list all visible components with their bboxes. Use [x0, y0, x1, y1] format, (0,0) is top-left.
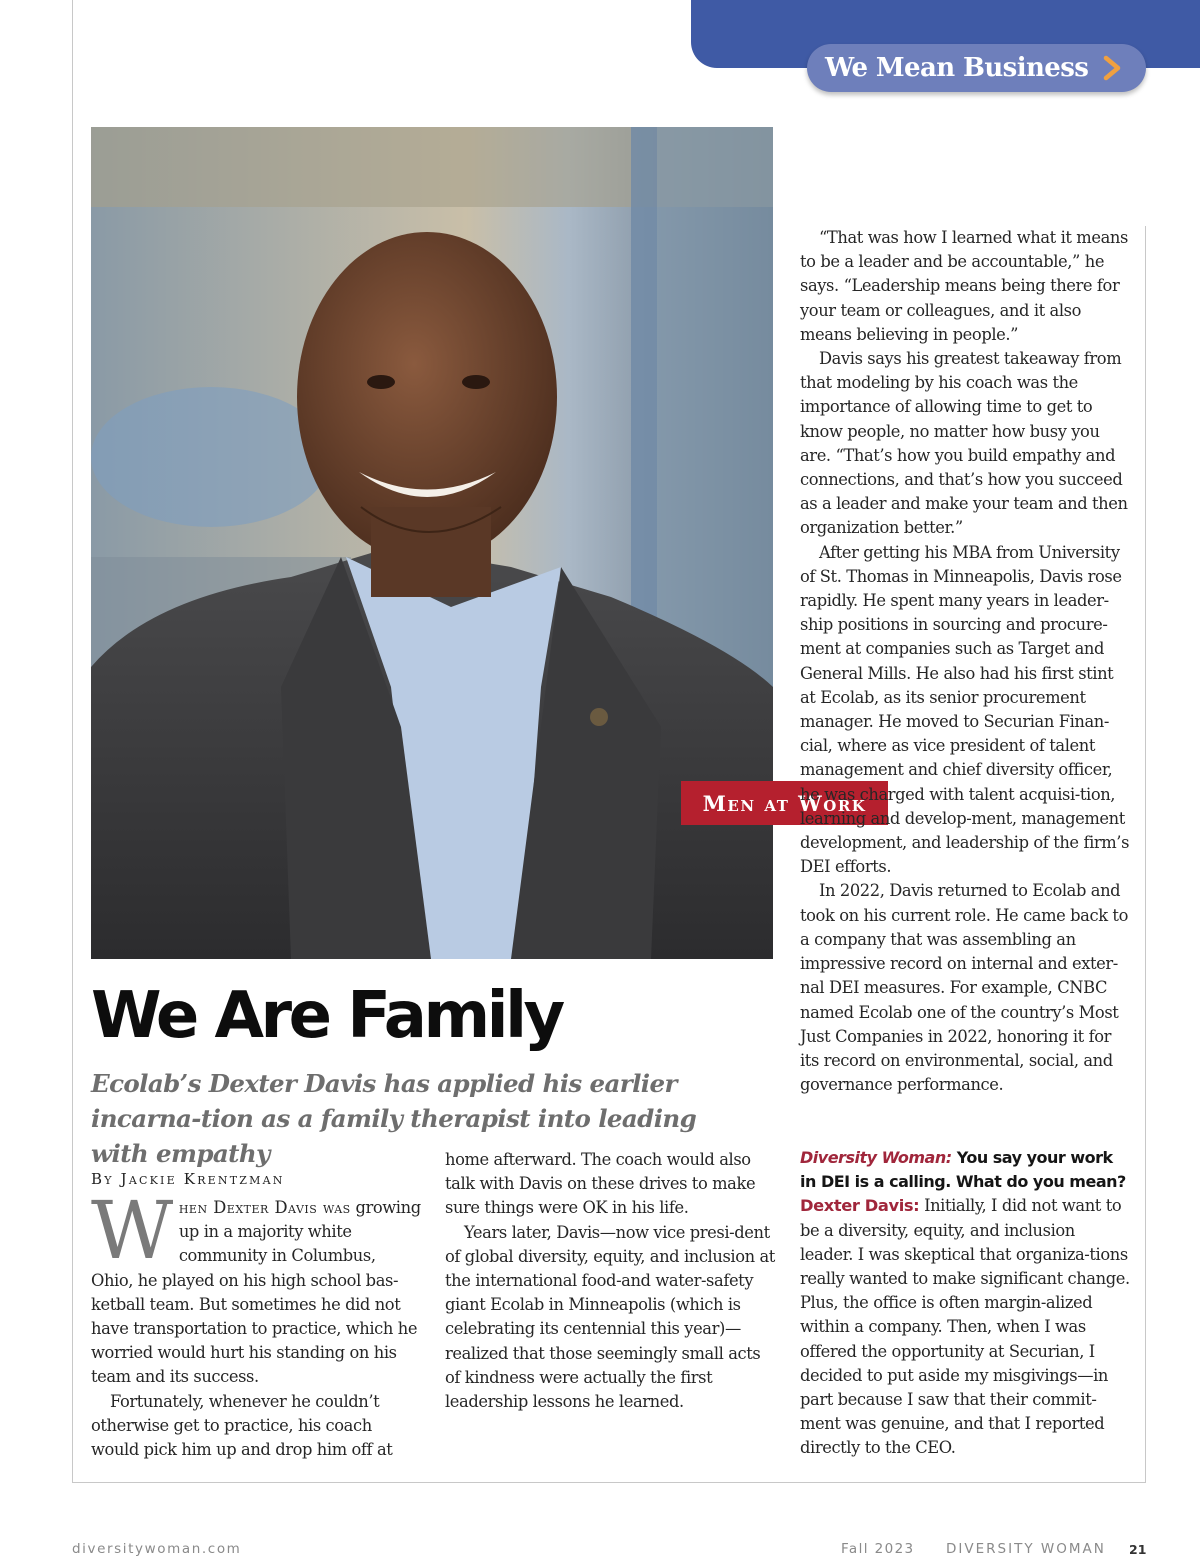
qa-answer: [800, 1194, 1130, 1460]
paragraph: In 2022, Davis returned to Ecolab and took on his current role. He came back to a company that was assembling an impressive record on internal and exter-nal DEI measures. For example, CNBC named Ecolab one of the country’s Most Just Companies in 2022, honoring it for its record on environmental, social, and governance performance.: [800, 881, 1128, 1095]
paragraph: “That was how I learned what it means to be a leader and be accountable,” he says. “Leadership means being there for your team or colleagues, and it also means believing in people.”: [800, 228, 1128, 344]
qa-question: [800, 1146, 1130, 1194]
department-label-text: Men at Work: [702, 790, 867, 816]
footer-issue: Fall 2023: [841, 1541, 915, 1557]
paragraph: Years later, Davis—now vice presi-dent of global diversity, equity, and inclusion at the international food-and water-safety giant Ecolab in Minneapolis (which is celebrating its centennial this year)—realized that those seemingly small acts of kindness were actually the first leadership lessons he learned.: [445, 1222, 775, 1412]
section-nav-button[interactable]: [807, 44, 1146, 92]
footer-magazine: DIVERSITY WOMAN: [946, 1541, 1106, 1557]
paragraph-text: growing up in a majority white community in Columbus, Ohio, he played on his high school bas-ketball team. But sometimes he did not have transportation to practice, which he worried would hurt his standing on his team and its success.: [91, 1198, 421, 1387]
paragraph: [91, 1184, 421, 1390]
page-number: 21: [1129, 1542, 1147, 1557]
paragraph: home afterward. The coach would also talk with Davis on these drives to make sure things were OK in his life.: [445, 1150, 756, 1218]
paragraph: Fortunately, whenever he couldn’t otherwise get to practice, his coach would pick him up and drop him off at: [91, 1391, 393, 1460]
lede-smallcaps: hen Dexter Davis was: [178, 1198, 351, 1217]
interviewer-label: Diversity Woman:: [800, 1148, 952, 1167]
deck: Ecolab’s Dexter Davis has applied his earlier incarna-tion as a family therapist into leading with empathy: [91, 1069, 697, 1168]
article-column-2: [445, 1148, 775, 1414]
page-frame-left: [72, 0, 73, 1483]
chevron-right-icon: [1100, 55, 1124, 81]
paragraph: Davis says his greatest takeaway from that modeling by his coach was the importance of allowing time to get to know people, no matter how busy you are. “That’s how you build empathy and connections, and that’s how you succeed as a leader and make your team and then organization better.”: [800, 349, 1128, 538]
headline: We Are Family: [91, 979, 562, 1053]
section-title: We Mean Business: [825, 53, 1089, 83]
respondent-label: Dexter Davis:: [800, 1196, 920, 1216]
question-text: You say your work in DEI is a calling. What do you mean?: [800, 1148, 1126, 1192]
page-frame-bottom: [72, 1482, 1146, 1483]
article-column-3: [800, 226, 1130, 1097]
portrait-photo: [91, 127, 773, 959]
paragraph: [800, 541, 1130, 880]
footer-website: diversitywoman.com: [72, 1541, 242, 1557]
qa-block: [800, 1146, 1130, 1461]
answer-text: Initially, I did not want to be a diversity, equity, and inclusion leader. I was skeptical that organiza-tions really wanted to make significant change. Plus, the office is often margin-alized within a company. Then, when I was offered the opportunity at Securian, I decided to put aside my misgivings—in part because I saw that their commit-ment was genuine, and that I reported directly to the CEO.: [800, 1196, 1130, 1458]
drop-cap: W: [91, 1184, 173, 1277]
article-column-1: [91, 1184, 421, 1462]
page-frame-right: [1145, 226, 1146, 1483]
byline: By Jackie Krentzman: [91, 1170, 285, 1188]
paragraph-text: After getting his MBA from University of St. Thomas in Minneapolis, Davis rose rapidly. He spent many years in leader-ship positions in sourcing and procure-ment at companies such as Target and General Mills. He also had his first stint at Ecolab, as its senior procurement manager. He moved to Securian Finan-cial, where as vice president of talent management and chief diversity officer, he was charged with talent acquisi-tion, learning and develop-ment, management development, and leadership of the firm’s DEI efforts.: [800, 542, 1130, 877]
